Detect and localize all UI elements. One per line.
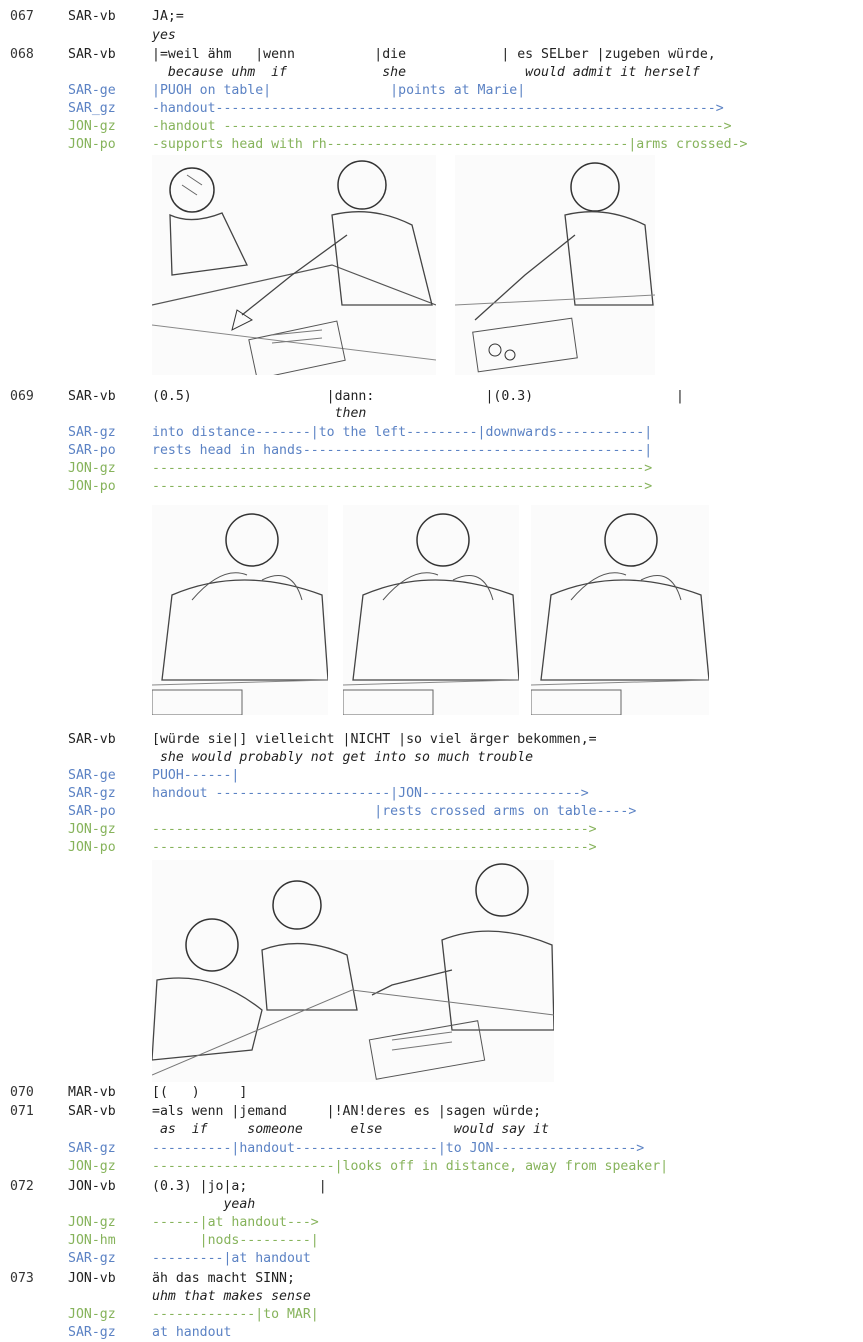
transcript-line bbox=[0, 8, 863, 26]
transcript-line bbox=[0, 803, 863, 821]
transcript-text: -------------|to MAR| bbox=[152, 1307, 319, 1322]
translation-text: she would probably not get into so much trouble bbox=[152, 750, 534, 765]
transcript-line bbox=[0, 82, 863, 100]
transcript-text: JA;= bbox=[152, 9, 184, 24]
transcript-text: äh das macht SINN; bbox=[152, 1271, 295, 1286]
line-number: 069 bbox=[10, 389, 34, 404]
transcript-text: -supports head with rh--------------------------------------|arms crossed-> bbox=[152, 137, 748, 152]
transcript-text: at handout bbox=[152, 1325, 232, 1340]
speaker-tier-label: JON-po bbox=[68, 137, 116, 152]
transcript-text: rests head in hands-------------------------------------------| bbox=[152, 443, 653, 458]
transcript-text: -handout ---------------------------------------------------------------> bbox=[152, 119, 732, 134]
speaker-tier-label: SAR-vb bbox=[68, 9, 116, 24]
transcript-line bbox=[0, 1232, 863, 1250]
transcript-text: -----------------------|looks off in distance, away from speaker| bbox=[152, 1159, 669, 1174]
speaker-tier-label: SAR-gz bbox=[68, 786, 116, 801]
transcript-line bbox=[0, 1270, 863, 1288]
speaker-tier-label: SAR-gz bbox=[68, 425, 116, 440]
transcript-line bbox=[0, 405, 863, 423]
speaker-tier-label: SAR-vb bbox=[68, 389, 116, 404]
transcript-line bbox=[0, 388, 863, 406]
speaker-tier-label: JON-po bbox=[68, 840, 116, 855]
transcript-text: |=weil ähm |wenn |die | es SELber |zugeben würde, bbox=[152, 47, 716, 62]
speaker-tier-label: SAR-po bbox=[68, 804, 116, 819]
transcript-line bbox=[0, 27, 863, 45]
transcript-text: (0.3) |jo|a; | bbox=[152, 1179, 327, 1194]
transcript-line bbox=[0, 731, 863, 749]
line-number: 071 bbox=[10, 1104, 34, 1119]
transcript-line bbox=[0, 1121, 863, 1139]
transcript-line bbox=[0, 460, 863, 478]
speaker-tier-label: SAR-vb bbox=[68, 47, 116, 62]
transcript-text: ---------|at handout bbox=[152, 1251, 311, 1266]
speaker-tier-label: JON-gz bbox=[68, 119, 116, 134]
transcript-line bbox=[0, 1324, 863, 1342]
transcript-line bbox=[0, 1306, 863, 1324]
transcript-text: =als wenn |jemand |!AN!deres es |sagen würde; bbox=[152, 1104, 542, 1119]
transcript-text: --------------------------------------------------------------> bbox=[152, 479, 653, 494]
translation-text: as if someone else would say it bbox=[152, 1122, 549, 1137]
transcript-line bbox=[0, 1103, 863, 1121]
transcript-text: --------------------------------------------------------------> bbox=[152, 461, 653, 476]
transcript-line bbox=[0, 839, 863, 857]
translation-text: yes bbox=[152, 28, 176, 43]
speaker-tier-label: SAR-vb bbox=[68, 1104, 116, 1119]
transcript-line bbox=[0, 136, 863, 154]
speaker-tier-label: SAR-gz bbox=[68, 1325, 116, 1340]
translation-text: uhm that makes sense bbox=[152, 1289, 311, 1304]
speaker-tier-label: JON-gz bbox=[68, 461, 116, 476]
line-number: 070 bbox=[10, 1085, 34, 1100]
transcript-line bbox=[0, 46, 863, 64]
transcript-text: into distance-------|to the left---------|downwards-----------| bbox=[152, 425, 653, 440]
line-number: 067 bbox=[10, 9, 34, 24]
translation-text: then bbox=[152, 406, 367, 421]
transcript-line bbox=[0, 442, 863, 460]
translation-text: because uhm if she would admit it herself bbox=[152, 65, 700, 80]
transcript-line bbox=[0, 478, 863, 496]
speaker-tier-label: JON-gz bbox=[68, 1159, 116, 1174]
speaker-tier-label: JON-gz bbox=[68, 1307, 116, 1322]
transcript-text: handout ----------------------|JON--------------------> bbox=[152, 786, 589, 801]
speaker-tier-label: JON-vb bbox=[68, 1271, 116, 1286]
transcript-text: [( ) ] bbox=[152, 1085, 248, 1100]
transcript-line bbox=[0, 1084, 863, 1102]
speaker-tier-label: SAR-ge bbox=[68, 83, 116, 98]
still-frame-three-children bbox=[152, 860, 554, 1082]
transcript-text: |nods---------| bbox=[152, 1233, 319, 1248]
transcript-line bbox=[0, 1178, 863, 1196]
still-frame-068a bbox=[152, 155, 436, 375]
speaker-tier-label: SAR-gz bbox=[68, 1251, 116, 1266]
transcript-text: [würde sie|] vielleicht |NICHT |so viel ärger bekommen,= bbox=[152, 732, 597, 747]
transcript-text: (0.5) |dann: |(0.3) | bbox=[152, 389, 684, 404]
transcript-text: -------------------------------------------------------> bbox=[152, 840, 597, 855]
transcript-line bbox=[0, 767, 863, 785]
still-frame-069a bbox=[152, 505, 328, 715]
still-frame-069c bbox=[531, 505, 709, 715]
transcript-line bbox=[0, 100, 863, 118]
transcript-line bbox=[0, 1288, 863, 1306]
transcript-line bbox=[0, 1158, 863, 1176]
transcript-text: |rests crossed arms on table----> bbox=[152, 804, 637, 819]
speaker-tier-label: MAR-vb bbox=[68, 1085, 116, 1100]
transcript-text: ----------|handout------------------|to JON------------------> bbox=[152, 1141, 645, 1156]
speaker-tier-label: SAR_gz bbox=[68, 101, 116, 116]
speaker-tier-label: SAR-ge bbox=[68, 768, 116, 783]
transcript-text: -handout---------------------------------------------------------------> bbox=[152, 101, 724, 116]
speaker-tier-label: JON-gz bbox=[68, 1215, 116, 1230]
transcript-line bbox=[0, 821, 863, 839]
line-number: 073 bbox=[10, 1271, 34, 1286]
transcript-line bbox=[0, 424, 863, 442]
transcript-line bbox=[0, 1250, 863, 1268]
speaker-tier-label: JON-gz bbox=[68, 822, 116, 837]
line-number: 072 bbox=[10, 1179, 34, 1194]
transcript-line bbox=[0, 118, 863, 136]
speaker-tier-label: SAR-gz bbox=[68, 1141, 116, 1156]
speaker-tier-label: SAR-po bbox=[68, 443, 116, 458]
translation-text: yeah bbox=[152, 1197, 256, 1212]
speaker-tier-label: SAR-vb bbox=[68, 732, 116, 747]
speaker-tier-label: JON-vb bbox=[68, 1179, 116, 1194]
transcript-line bbox=[0, 749, 863, 767]
speaker-tier-label: JON-hm bbox=[68, 1233, 116, 1248]
still-frame-068b bbox=[455, 155, 655, 375]
transcript-line bbox=[0, 1196, 863, 1214]
transcript-line bbox=[0, 1140, 863, 1158]
line-number: 068 bbox=[10, 47, 34, 62]
transcript-text: PUOH------| bbox=[152, 768, 240, 783]
transcript-text: ------|at handout---> bbox=[152, 1215, 319, 1230]
transcript-line bbox=[0, 1214, 863, 1232]
speaker-tier-label: JON-po bbox=[68, 479, 116, 494]
transcript-line bbox=[0, 785, 863, 803]
transcript-line bbox=[0, 64, 863, 82]
still-frame-069b bbox=[343, 505, 519, 715]
transcript-text: -------------------------------------------------------> bbox=[152, 822, 597, 837]
transcript-text: |PUOH on table| |points at Marie| bbox=[152, 83, 526, 98]
